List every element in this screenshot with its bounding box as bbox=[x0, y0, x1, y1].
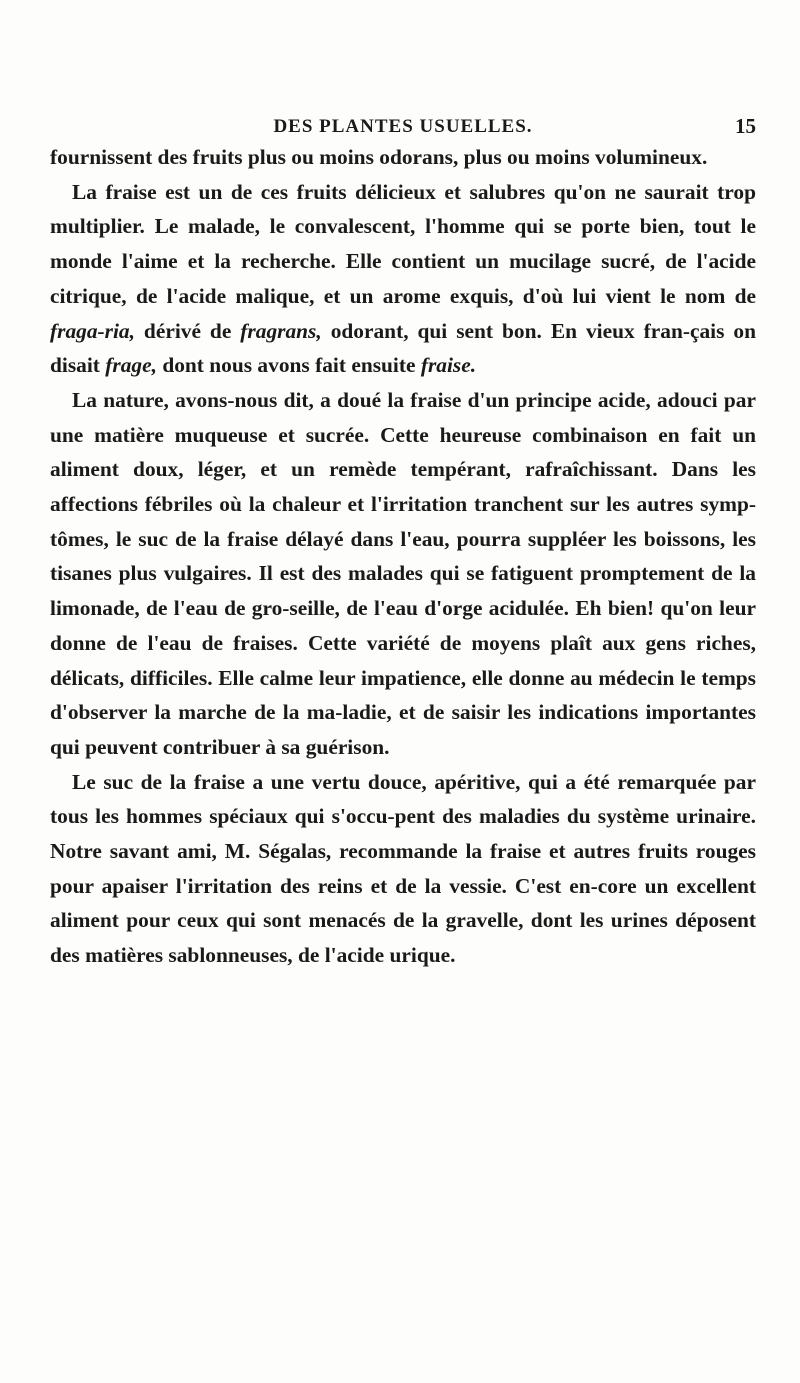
paragraph bbox=[50, 175, 756, 383]
text-run: odorant, qui sent bon. En vieux fran-çais on disait bbox=[50, 318, 757, 378]
paragraph bbox=[50, 140, 756, 175]
text-run: dont nous avons fait ensuite bbox=[156, 353, 421, 378]
page-number: 15 bbox=[735, 114, 756, 138]
italic-term: frage, bbox=[105, 353, 157, 378]
paragraph bbox=[50, 383, 756, 765]
italic-term: fraise. bbox=[420, 353, 477, 378]
italic-term: fraga-ria, bbox=[50, 318, 135, 343]
text-run: La fraise est un de ces fruits délicieux et salubres qu'on ne saurait trop multiplier. Le malade, le convalescent, l'homme qui se porte bien, tout le monde l'aime et la recherche. Elle contient un mucilage sucré, de l'acide citrique, de l'acide malique, et un arome exquis, d'où lui vient le nom de bbox=[50, 179, 756, 308]
body-text bbox=[50, 140, 756, 973]
paragraph bbox=[50, 765, 756, 973]
italic-term: fragrans, bbox=[240, 318, 322, 343]
running-title: DES PLANTES USUELLES. bbox=[273, 116, 533, 137]
running-head bbox=[50, 110, 756, 144]
text-run: dérivé de bbox=[134, 318, 241, 343]
text-run: Le suc de la fraise a une vertu douce, apéritive, qui a été remarquée par tous les hommes spéciaux qui s'occu-pent des maladies du système urinaire. Notre savant ami, M. Ségalas, recommande la fraise et autres fruits rouges pour apaiser l'irritation des reins et de la vessie. C'est en-core un excellent aliment pour ceux qui sont menacés de la gravelle, dont les urines déposent des matières sablonneuses, de l'acide urique. bbox=[50, 769, 756, 968]
text-run: La nature, avons-nous dit, a doué la fraise d'un principe acide, adouci par une matière muqueuse et sucrée. Cette heureuse combinaison en fait un aliment doux, léger, et un remède tempérant, rafraîchissant. Dans les affections fébriles où la chaleur et l'irritation tranchent sur les autres symp-tômes, le suc de la fraise délayé dans l'eau, pourra suppléer les boissons, les tisanes plus vulgaires. Il est des malades qui se fatiguent promptement de la limonade, de l'eau de gro-seille, de l'eau d'orge acidulée. Eh bien! qu'on leur donne de l'eau de fraises. Cette variété de moyens plaît aux gens riches, délicats, difficiles. Elle calme leur impatience, elle donne au médecin le temps d'observer la marche de la ma-ladie, et de saisir les indications importantes qui peuvent contribuer à sa guérison. bbox=[50, 387, 756, 759]
text-run: fournissent des fruits plus ou moins odorans, plus ou moins volumineux. bbox=[50, 145, 708, 169]
